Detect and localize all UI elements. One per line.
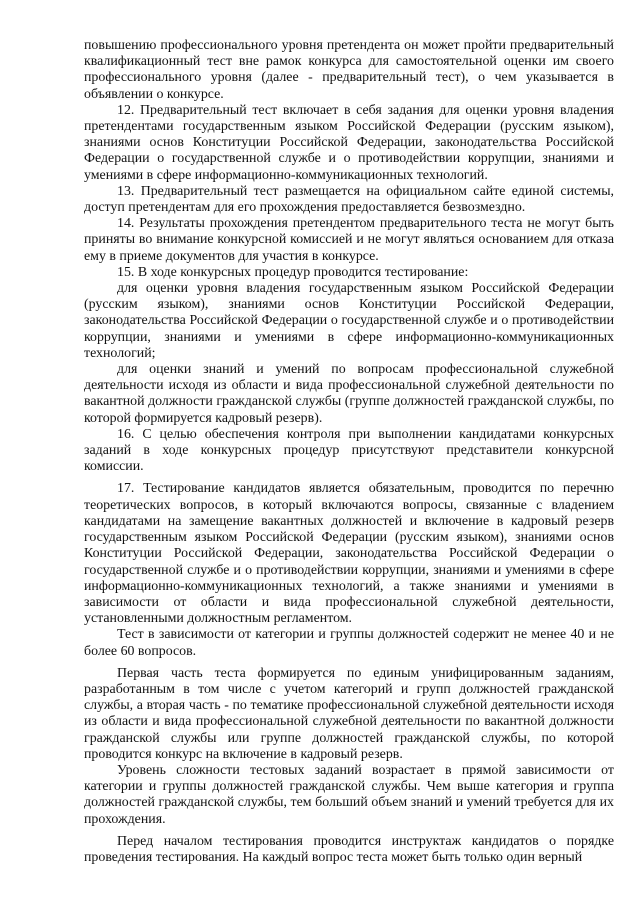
document-page <box>84 38 614 866</box>
paragraph-15-item-2: для оценки знаний и умений по вопросам профессиональной служебной деятельности исходя из области и вида профессиональной служебной деятельности по вакантной должности гражданской службы (группе должностей гражданской службы, по которой формируется кадровый резерв). <box>84 362 614 426</box>
paragraph-test-parts: Первая часть теста формируется по единым унифицированным заданиям, разработанным в том числе с учетом категорий и групп должностей гражданской службы, а вторая часть - по тематике профессиональной служебной деятельности исходя из области и вида профессиональной служебной деятельности по вакантной должности гражданской службы или группе должностей гражданской службы, по которой проводится конкурс на включение в кадровый резерв. <box>84 665 614 762</box>
paragraph-15-item-1: для оценки уровня владения государственным языком Российской Федерации (русским языком), знаниями основ Конституции Российской Федерации, законодательства Российской Федерации о государственной службе и о противодействии коррупции, знаниями и умениями в сфере информационно-коммуникационных технологий; <box>84 281 614 361</box>
paragraph-12: 12. Предварительный тест включает в себя задания для оценки уровня владения претендентами государственным языком Российской Федерации (русским языком), знаниями основ Конституции Российской Федерации, законодательства Российской Федерации о государственной службе и о противодействии коррупции, знаниями и умениями в сфере информационно-коммуникационных технологий. <box>84 102 614 183</box>
paragraph-continuation: повышению профессионального уровня претендента он может пройти предварительный квалификационный тест вне рамок конкурса для самостоятельной оценки им своего профессионального уровня (далее - предварительный тест), о чем указывается в объявлении о конкурсе. <box>84 38 614 102</box>
paragraph-16: 16. С целью обеспечения контроля при выполнении кандидатами конкурсных заданий в ходе конкурсных процедур присутствуют представители конкурсной комиссии. <box>84 426 614 475</box>
paragraph-17: 17. Тестирование кандидатов является обязательным, проводится по перечню теоретических вопросов, в который включаются вопросы, связанные с владением кандидатами на замещение вакантных должностей и включение в кадровый резерв государственным языком Российской Федерации (русским языком), знаниями основ Конституции Российской Федерации, законодательства Российской Федерации о государственной службе и о противодействии коррупции, знаниями и умениями в сфере информационно-коммуникационных технологий, а также знаниями и умениями в зависимости от области и вида профессиональной служебной деятельности, установленными должностным регламентом. <box>84 481 614 627</box>
paragraph-instruction: Перед началом тестирования проводится инструктаж кандидатов о порядке проведения тестирования. На каждый вопрос теста может быть только один верный <box>84 833 614 865</box>
paragraph-difficulty: Уровень сложности тестовых заданий возрастает в прямой зависимости от категории и группы должностей гражданской службы. Чем выше категория и группа должностей гражданской службы, тем больший объем знаний и умений требуется для их прохождения. <box>84 762 614 827</box>
paragraph-test-size: Тест в зависимости от категории и группы должностей содержит не менее 40 и не более 60 вопросов. <box>84 627 614 659</box>
paragraph-15: 15. В ходе конкурсных процедур проводится тестирование: <box>117 264 469 280</box>
paragraph-13: 13. Предварительный тест размещается на официальном сайте единой системы, доступ претендентам для его прохождения предоставляется безвозмездно. <box>84 183 614 216</box>
paragraph-14: 14. Результаты прохождения претендентом предварительного теста не могут быть приняты во внимание конкурсной комиссией и не могут являться основанием для отказа ему в приеме документов для участия в конкурсе. <box>84 216 614 264</box>
